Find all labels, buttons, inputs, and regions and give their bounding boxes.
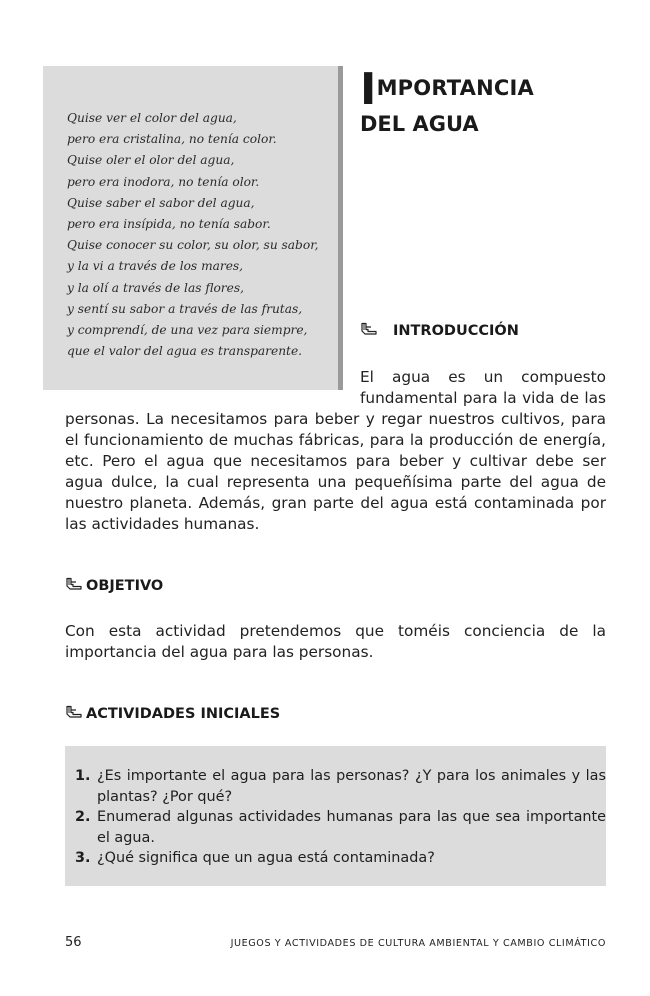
list-item <box>75 807 606 848</box>
item-number: 1. <box>75 768 91 784</box>
introduccion-heading-label: INTRODUCCIÓN <box>393 323 519 339</box>
poem-line: pero era cristalina, no tenía color. <box>67 132 277 147</box>
poem-line: Quise ver el color del agua, <box>67 111 237 125</box>
running-title: JUEGOS Y ACTIVIDADES DE CULTURA AMBIENTAL Y CAMBIO CLIMÁTICO <box>230 938 606 949</box>
poem-line: y la vi a través de los mares, <box>67 259 244 274</box>
objetivo-heading-label: OBJETIVO <box>86 578 164 594</box>
poem-line: y sentí su sabor a través de las frutas, <box>67 301 303 316</box>
poem-line: Quise oler el olor del agua, <box>67 153 235 168</box>
item-number: 3. <box>75 850 91 867</box>
item-number: 2. <box>75 809 91 826</box>
actividades-heading <box>65 705 280 723</box>
poem-line: que el valor del agua es transparente. <box>67 344 303 359</box>
objetivo-text: Con esta actividad pretendemos que toméis conciencia de la importancia del agua para las personas. <box>65 622 606 661</box>
pointing-hand-icon <box>65 577 83 595</box>
page-title <box>360 66 534 138</box>
poem-line: pero era inodora, no tenía olor. <box>67 174 260 189</box>
introduccion-text-wide: personas. La necesitamos para beber y regar nuestros cultivos, para el funcionamiento de muchas fábricas, para la producción de energía, etc. Pero el agua que necesitamos para beber y cultivar debe ser agua dulce, la cual representa una pequeñísima parte del agua de nuestro planeta. Además, gran parte del agua está contaminada por las actividades humanas. <box>65 410 606 533</box>
title-line-2: DEL AGUA <box>360 112 479 136</box>
introduccion-heading <box>360 322 519 340</box>
pointing-hand-icon <box>360 322 378 340</box>
poem-line: Quise saber el sabor del agua, <box>67 195 255 210</box>
list-item <box>75 766 606 807</box>
title-line-1 <box>360 64 534 115</box>
poem-line: y comprendí, de una vez para siempre, <box>67 323 308 338</box>
actividades-heading-label: ACTIVIDADES INICIALES <box>86 706 281 722</box>
pointing-hand-icon <box>65 705 83 723</box>
introduccion-text-narrow: El agua es un compuesto fundamental para la vida de las <box>360 368 606 407</box>
list-item <box>75 848 606 869</box>
item-text: ¿Qué significa que un agua está contaminada? <box>97 850 435 867</box>
objetivo-heading <box>65 577 163 595</box>
poem-box <box>43 66 343 390</box>
item-text: ¿Es importante el agua para las personas? ¿Y para los animales y las plantas? ¿Por qué? <box>97 768 606 805</box>
title-initial: I <box>360 64 377 115</box>
poem <box>67 108 319 362</box>
activities-list <box>75 766 606 869</box>
item-text: Enumerad algunas actividades humanas para las que sea importante el agua. <box>97 809 606 846</box>
activities-box <box>65 746 606 886</box>
poem-line: y la olí a través de las flores, <box>67 280 244 295</box>
poem-line: Quise conocer su color, su olor, su sabor, <box>67 238 319 253</box>
poem-line: pero era insípida, no tenía sabor. <box>67 217 271 232</box>
page-number: 56 <box>65 935 82 950</box>
title-rest: MPORTANCIA <box>376 76 534 100</box>
